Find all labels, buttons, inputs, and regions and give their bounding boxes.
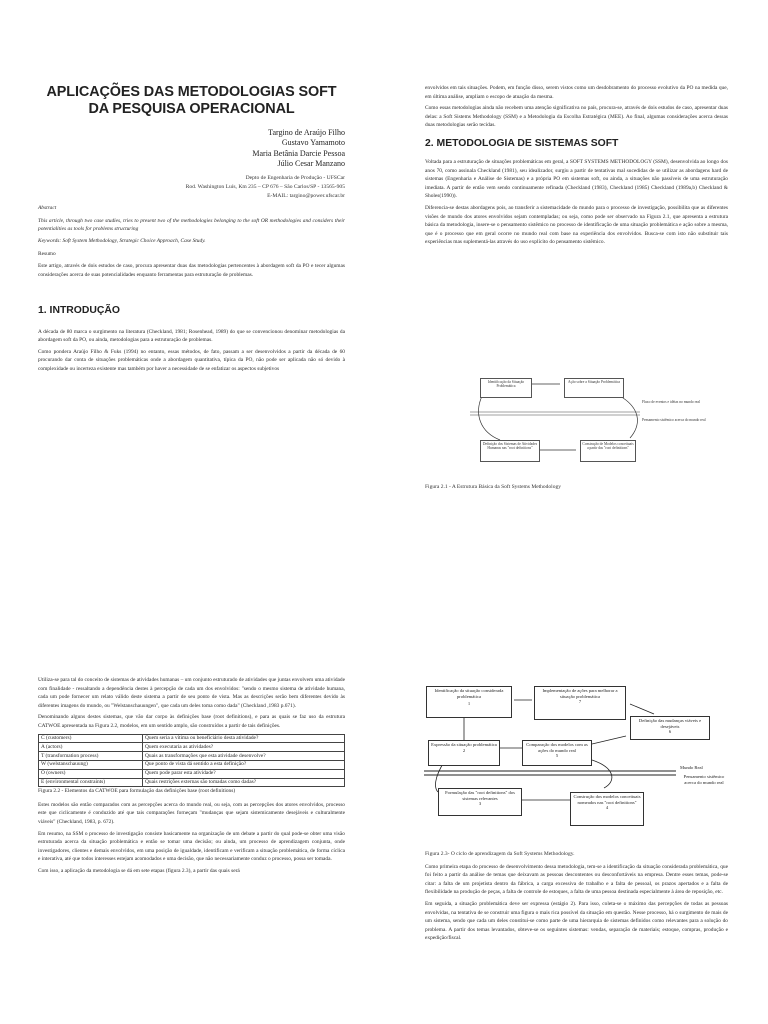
paragraph: Denominando alguns destes sistemas, que vão dar corpo às definições base (root definitions), e para as quais se faz uso da estrutura CATWOE apresentada na Figura 2.2, modelos, em um sentido amplo, são construídos a partir de tais definições.	[38, 714, 345, 729]
table-cell: Quais restrições externas são tomadas como dadas?	[143, 778, 345, 787]
box-acao: Ação sobre a Situação Problemática	[564, 378, 624, 398]
figure-2-3-caption: Figura 2.3- O ciclo de aprendizagem da Soft Systems Methodology.	[425, 851, 575, 857]
box-stage-2	[428, 740, 500, 766]
column-3	[38, 676, 345, 879]
table-cell: Que ponto de vista dá sentido a esta definição?	[143, 760, 345, 769]
resumo-text: Este artigo, através de dois estudos de caso, procura apresentar duas das metodologias pertencentes à abordagem soft da PO e tecer algumas considerações acerca de suas potencialidades enquanto ferramentas para estruturação de problemas.	[38, 263, 345, 278]
stage-number: 5	[555, 753, 559, 759]
table-cell: T (transformation process)	[39, 752, 143, 761]
paragraph: Voltada para a estruturação de situações problemáticas em geral, a SOFT SYSTEMS METHODOLOGY (SSM), desenvolvida ao longo dos anos 70, como assinala Checkland (1981), seu idealizador, surgiu a partir de tentativas mal sucedidas de se utilizar as abordagens hard de sistemas (Engenharia e Análise de Sistemas) e a própria PO em sistemas soft, ou ainda, a situações não passíveis de uma estruturação imediata. A partir de então vem sendo continuamente refinada (Checkland (1983), Checkland (1985) Checkland (1989a,b) Checkland & Sholes(1990)).	[425, 159, 728, 200]
label-fluxo: Fluxo de eventos e idéias no mundo real	[642, 400, 700, 404]
table-cell: C (customers)	[39, 734, 143, 743]
affiliation-line: Depto de Engenharia de Produção - UFSCar	[245, 174, 345, 181]
paragraph: A década de 80 marca o surgimento na literatura (Checkland, 1981; Rosenhead, 1989) do que se convencionou denominar metodologias da abordagem soft da PO, ou ainda, metodologias para a estruturação de problemas.	[38, 328, 345, 344]
label-pensamento: Pensamento sistêmico acerca do mundo real	[642, 418, 706, 422]
catwoe-table	[38, 734, 345, 788]
table-row	[39, 778, 345, 787]
figure-2-3	[424, 682, 730, 832]
stage-text: Formulação das "root definitions" dos sistemas relevantes	[445, 790, 515, 801]
table-cell: O (owners)	[39, 769, 143, 778]
stage-text: Expressão da situação problemática	[431, 742, 497, 747]
resumo-label: Resumo	[38, 250, 56, 257]
box-identificacao: Identificação da Situação Problemática	[480, 378, 532, 398]
stage-number: 2	[462, 747, 466, 753]
table-cell: Quais as transformações que esta atividade desenvolve?	[143, 752, 345, 761]
figure-2-1	[470, 374, 730, 474]
paragraph: Como primeira etapa do processo de desenvolvimento dessa metodologia, tem-se a identificação da situação considerada problemática, que foi feito a partir da análise de temas que deixavam as pessoas descontentes ou desconfortáveis na empresa. Dentre esses temas, pode-se citar: a falta de um projetista dentro da fábrica, a carga excessiva de trabalho e a falta de pessoal, os prazos apertados e a falta de flexibilidade na produção de peças, a falta de controle de estoques, a falta de uma pessoa destinada especialmente à área de reposição, etc.	[425, 863, 728, 896]
box-construcao-modelos: Construção de Modelos conceituais a partir das "root definitions"	[580, 440, 636, 462]
affiliation-line: Rod. Washington Luís, Km 235 – CP 676 – São Carlos/SP - 13565-905	[185, 183, 345, 190]
section-heading: 2. METODOLOGIA DE SISTEMAS SOFT	[425, 137, 619, 149]
paragraph: Com isso, a aplicação da metodologia se dá em sete etapas (figura 2.3), a partir das quais será	[38, 867, 240, 874]
author: Júlio Cesar Manzano	[277, 159, 345, 169]
abstract-text: This article, through two case studies, tries to present two of the methodologies belonging to the soft OR methodologies and considers their potentialities as tools for problems structuring	[38, 217, 345, 233]
stage-number: 3	[478, 801, 482, 807]
table-row	[39, 769, 345, 778]
paragraph: Em seguida, a situação problemática deve ser expressa (estágio 2). Para isso, coleta-se o máximo das percepções de todas as pessoas envolvidas, na tentativa de se construir uma figura o mais rica possível da situação em questão. Nesse processo, há o surgimento de mais de um sistema, sendo que cada um deles constitui-se como parte de uma hierarquia de sistemas definidos como relevantes para a solução do problema. A partir dos temas levantados, obteve-se os seguintes sistemas: vendas, separação de materiais; estoque, compras, produção e expedição/fiscal.	[425, 901, 728, 942]
box-stage-4	[570, 792, 644, 826]
box-definicao-sistemas: Definição dos Sistemas de Atividades Humanas nas "root definitions"	[480, 440, 540, 462]
flow-arrow	[479, 396, 500, 440]
stage-number: 4	[605, 805, 609, 811]
stage-number: 6	[668, 729, 672, 735]
stage-number: 7	[578, 699, 582, 705]
stage-text: Implementação de ações para melhorar a situação problemática	[542, 688, 618, 699]
box-stage-7	[534, 686, 626, 720]
table-cell: Quem executaria as atividades?	[143, 743, 345, 752]
stage-number: 1	[467, 701, 471, 707]
column-1	[38, 84, 345, 377]
label-pensamento: Pensamento sistêmico acerca do mundo real	[683, 774, 725, 785]
affiliation	[38, 174, 345, 202]
table-cell: A (actors)	[39, 743, 143, 752]
paragraph: Utiliza-se para tal do conceito de sistemas de atividades humanas – um conjunto estruturado de atividades que juntas envolvem uma atividade com finalidade - ressaltando a dependência destes à percepção de cada um dos envolvidos: "sendo o mesmo sistema de atividade humana, cada um pode fornecer um relato válido deste sistema a partir de seu ponto de vista. Mas as descrições serão bem diferentes devido às diferentes imagens do mundo, ou "Welstanschauungen", que cada um deles toma como dada" (Checkland ,1983 p.671).	[38, 677, 345, 709]
paragraph: Como essas metodologias ainda não recebem uma atenção significativa no país, procura-se, através de dois estudos de caso, apresentar duas delas: a Soft Sistems Methodology (SSM) e a Metodologia da Escolha Estratégica (MEE). Ao final, algumas considerações acerca dessas duas metodologias serão tecidas.	[425, 105, 728, 129]
column-4	[425, 850, 728, 946]
box-stage-1	[426, 686, 512, 718]
paragraph: Estes modelos são então comparados com as percepções acerca do mundo real, ou seja, com as percepções dos atores envolvidos, processo este que ciclicamente é conduzido até que tais comparações forneçam "mudanças que sejam sistemicamente desejáveis e culturalmente viáveis" (Checkland, 1983, p. 672).	[38, 801, 345, 825]
stage-text: Identificação da situação considerada problemática	[434, 688, 504, 699]
stage-text: Construção dos modelos conceituais nomeados nas "root definitions"	[573, 794, 641, 805]
flow-arrow	[620, 396, 637, 438]
table-cell: E (environmental constraints)	[39, 778, 143, 787]
paragraph: envolvidos em tais situações. Podem, em função disso, serem vistos como um desdobramento do processo evolutivo da PO na medida que, em última análise, ampliam o escopo de atuação da mesma.	[425, 85, 728, 100]
table-row	[39, 734, 345, 743]
abstract-label: Abstract	[38, 205, 57, 212]
table-cell: W (welstanschauung)	[39, 760, 143, 769]
flow-arrow	[592, 760, 612, 788]
author: Targino de Araújo Filho	[268, 127, 345, 137]
figure-2-2-caption: Figura 2.2 - Elementos da CATWOE para formulação das definições base (root definitions)	[38, 788, 236, 795]
author: Gustavo Yamamoto	[281, 138, 345, 148]
box-stage-6	[630, 716, 710, 740]
author: Maria Betânia Darcie Pessoa	[252, 148, 345, 158]
section-heading: 1. INTRODUÇÃO	[38, 305, 120, 317]
paper-title: APLICAÇÕES DAS METODOLOGIAS SOFT DA PESQUISA OPERACIONAL	[46, 84, 337, 117]
figure-2-1-caption: Figura 2.1 - A Estrutura Básica da Soft Systems Methodology	[425, 484, 561, 490]
table-row	[39, 743, 345, 752]
stage-text: Definição das mudanças viáveis e desejáveis	[638, 718, 702, 729]
paragraph: Diferencia-se destas abordagens pois, ao transferir a sistemacidade do mundo para o processo de investigação, possibilita que as diferentes visões de mundo dos atores envolvidos sejam contempladas; ou seja, como pode ser observado na Figura 2.1, que apresenta a estrutura básica da metodologia, insere-se o pensamento sistêmico no processo de identificação de uma situação problemática e ação sobre a mesma, que é o processo que em geral ocorre no mundo real com base na experiência dos envolvidos. Busca-se com isto não substituir tais experiências mas suplementá-las através do uso explícito do pensamento sistêmico.	[425, 205, 728, 246]
table-row	[39, 752, 345, 761]
keywords: Keywords: Soft System Methodology, Strategic Choice Approach, Case Study.	[38, 237, 206, 244]
label-mundo-real: Mundo Real	[680, 765, 703, 770]
table-cell: Quem seria a vítima ou beneficiário desta atividade?	[143, 734, 345, 743]
table-row	[39, 760, 345, 769]
stage-text: Comparação dos modelos com as ações do mundo real	[526, 742, 588, 753]
table-cell: Quem pode parar esta atividade?	[143, 769, 345, 778]
paragraph: Em resumo, na SSM o processo de investigação consiste basicamente na organização de um debate a partir do qual pode-se obter uma visão estruturada acerca da situação problemática e então se tomar uma decisão; ou ainda, um processo de aprendizagem conjunta, onde investigadores, clientes e demais envolvidos, em uma posição de igualdade, identificam e verificam a situação problemática, de forma cíclica e interativa, até que todos interesses estejam acomodados e uma decisão, que não necessariamente conduz o processo, possa ser tomada.	[38, 830, 345, 863]
affiliation-line: E-MAIL: targino@power.ufscar.br	[267, 192, 345, 199]
author-list	[38, 128, 345, 170]
paragraph: Como pondera Araújo Filho & Fuks (1994) no entanto, essas métodos, de fato, passam a ser desenvolvidos a partir da década de 60 procurando dar conta de situações problemáticas onde a abordagem quantitativa, típica da PO, não pode ser aplicada não só devido à complexidade ou incerteza existente mas também por haver a necessidade de se enfatizar os aspectos subjetivos	[38, 348, 345, 372]
flow-arrow	[592, 736, 626, 744]
box-stage-5	[522, 740, 592, 766]
box-stage-3	[438, 788, 522, 816]
flow-arrow	[630, 704, 654, 714]
column-2	[425, 84, 728, 250]
